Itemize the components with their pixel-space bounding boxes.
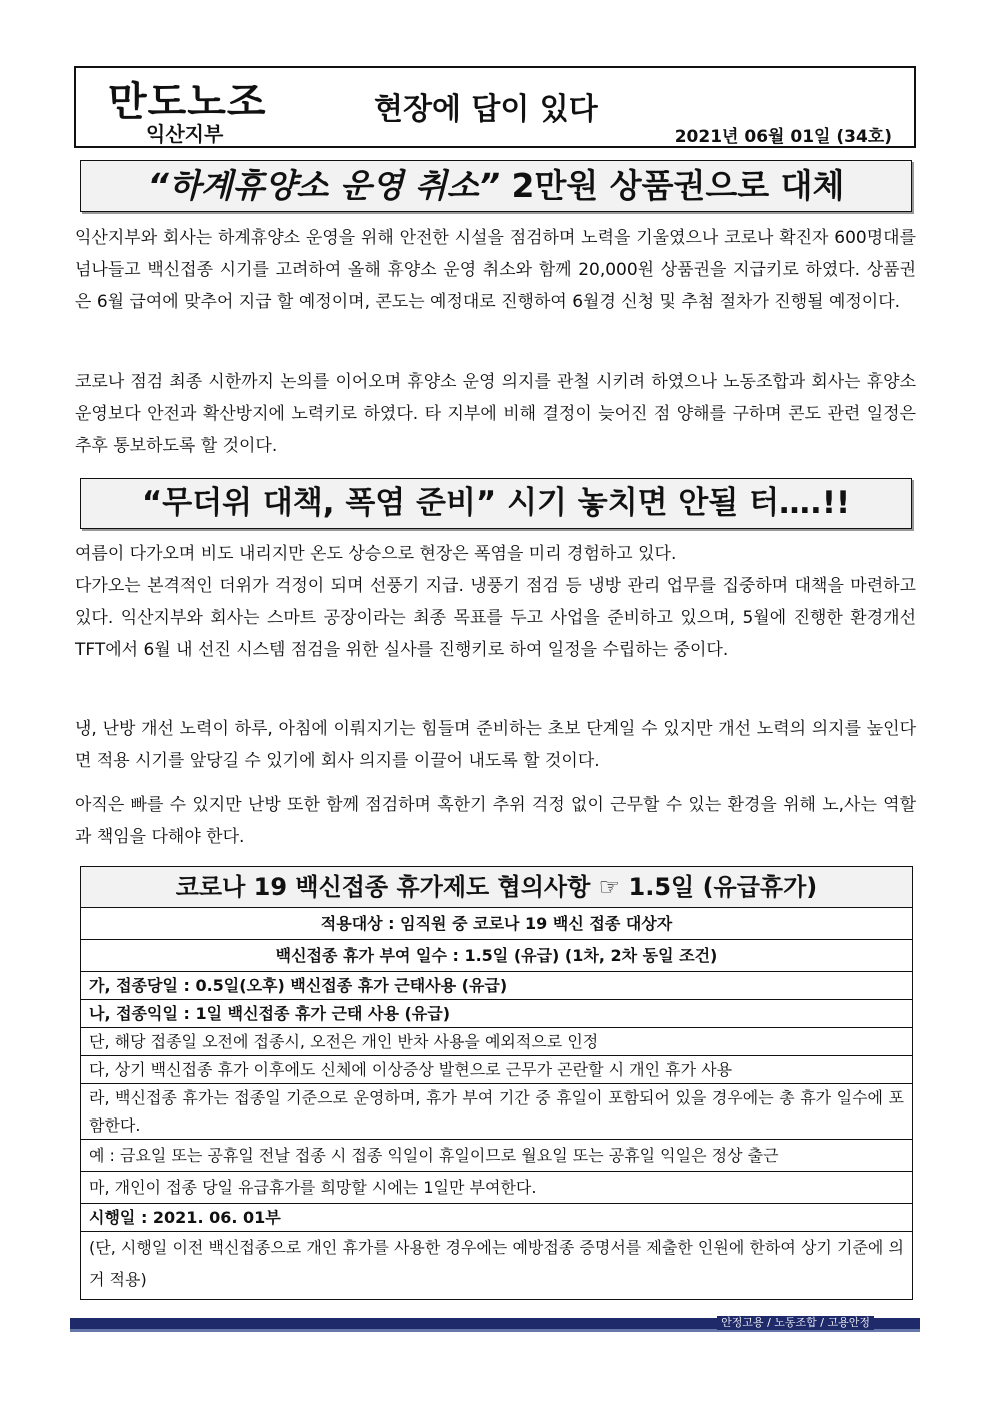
article2-paragraph: 다가오는 본격적인 더위가 걱정이 되며 선풍기 지급. 냉풍기 점검 등 냉방 관리 업무를 집중하며 대책을 마련하고 있다. 익산지부와 회사는 스마트 공장이라는 최종 목표를 두고 사업을 준비하고 있으며, 5월에 진행한 환경개선 TFT에서 6월 내 선진 시스템 점검을 위한 실사를 진행키로 하여 일정을 수립하는 중이다. [75, 576, 916, 660]
article1-headline-quote: “하계휴양소 운영 취소” [147, 166, 501, 205]
table-row-note: (단, 시행일 이전 백신접종으로 개인 휴가를 사용한 경우에는 예방접종 증명서를 제출한 인원에 한하여 상기 기준에 의거 적용) [81, 1231, 912, 1299]
article2-intro [75, 538, 916, 666]
table-row: 마, 개인이 접종 당일 유급휴가를 희망할 시에는 1일만 부여한다. [81, 1171, 912, 1203]
article1-headline [80, 160, 912, 212]
table-title: 코로나 19 백신접종 휴가제도 협의사항 ☞ 1.5일 (유급휴가) [81, 867, 912, 907]
footer-slogan: 안정고용 / 노동조합 / 고용안정 [717, 1316, 874, 1330]
article1-paragraph: 코로나 점검 최종 시한까지 논의를 이어오며 휴양소 운영 의지를 관철 시키려 하였으나 노동조합과 회사는 휴양소 운영보다 안전과 확산방지에 노력키로 하였다. 타 지부에 비해 결정이 늦어진 점 양해를 구하며 콘도 관련 일정은 추후 통보하도록 할 것이다. [75, 372, 916, 456]
branch-name: 익산지부 [146, 122, 224, 146]
table-row: 라, 백신접종 휴가는 접종일 기준으로 운영하며, 휴가 부여 기간 중 휴일이 포함되어 있을 경우에는 총 휴가 일수에 포함한다. [81, 1083, 912, 1139]
table-row: 가, 접종당일 : 0.5일(오후) 백신접종 휴가 근태사용 (유급) [81, 971, 912, 999]
table-row-effective-date: 시행일 : 2021. 06. 01부 [81, 1203, 912, 1231]
table-row-target: 적용대상 : 임직원 중 코로나 19 백신 접종 대상자 [81, 907, 912, 939]
article2-headline: “무더위 대책, 폭염 준비” 시기 놓치면 안될 터….!! [80, 478, 912, 529]
article2-paragraph: 아직은 빠를 수 있지만 난방 또한 함께 점검하며 혹한기 추위 걱정 없이 근무할 수 있는 환경을 위해 노,사는 역할과 책임을 다해야 한다. [75, 795, 916, 847]
vaccine-leave-table [80, 866, 913, 1300]
table-row: 다, 상기 백신접종 휴가 이후에도 신체에 이상증상 발현으로 근무가 곤란할 시 개인 휴가 사용 [81, 1055, 912, 1083]
article1-headline-rest: 2만원 상품권으로 대체 [511, 166, 845, 205]
table-row-days: 백신접종 휴가 부여 일수 : 1.5일 (유급) (1차, 2차 동일 조건) [81, 939, 912, 971]
table-row: 나, 접종익일 : 1일 백신접종 휴가 근태 사용 (유급) [81, 999, 912, 1027]
issue-date: 2021년 06월 01일 (34호) [674, 127, 892, 147]
masthead-slogan: 현장에 답이 있다 [374, 92, 598, 127]
table-row: 단, 해당 접종일 오전에 접종시, 오전은 개인 반차 사용을 예외적으로 인정 [81, 1027, 912, 1055]
table-row-example: 예 : 금요일 또는 공휴일 전날 접종 시 접종 익일이 휴일이므로 월요일 또는 공휴일 익일은 정상 출근 [81, 1139, 912, 1171]
article2-paragraph: 여름이 다가오며 비도 내리지만 온도 상승으로 현장은 폭염을 미리 경험하고 있다. [75, 544, 677, 564]
article1-paragraph: 익산지부와 회사는 하계휴양소 운영을 위해 안전한 시설을 점검하며 노력을 기울였으나 코로나 확진자 600명대를 넘나들고 백신접종 시기를 고려하여 올해 휴양소 운영 취소와 함께 20,000원 상품권을 지급키로 하였다. 상품권은 6월 급여에 맞추어 지급 할 예정이며, 콘도는 예정대로 진행하여 6월경 신청 및 추첨 절차가 진행될 예정이다. [75, 228, 916, 312]
masthead [74, 66, 916, 148]
union-name: 만도노조 [108, 79, 267, 125]
article2-paragraph: 냉, 난방 개선 노력이 하루, 아침에 이뤄지기는 힘들며 준비하는 초보 단계일 수 있지만 개선 노력의 의지를 높인다면 적용 시기를 앞당길 수 있기에 회사 의지를 이끌어 내도록 할 것이다. [75, 719, 916, 771]
